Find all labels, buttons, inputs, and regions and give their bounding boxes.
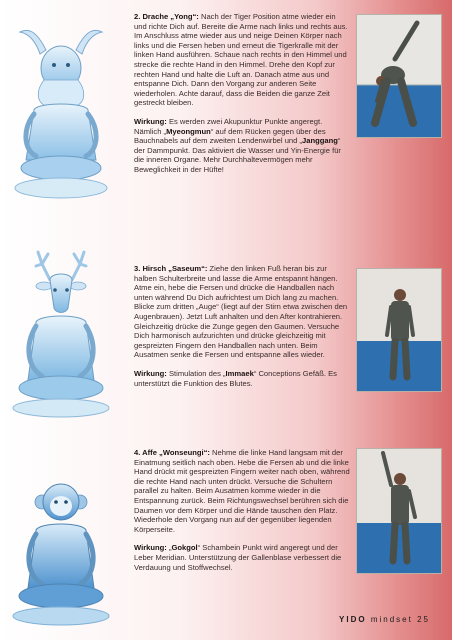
page-footer (339, 615, 430, 624)
effect-term: Myeongmun (166, 126, 211, 136)
effect-term: Janggang (302, 136, 338, 146)
deer-meditation-icon (6, 236, 116, 436)
section-heading: 4. Affe „Wonseungi“: (134, 448, 210, 457)
section-heading: 3. Hirsch „Saseum“: (134, 264, 208, 273)
section-heading: 2. Drache „Yong“: (134, 12, 199, 21)
effect-term: Immaek (225, 368, 254, 378)
page-number: 25 (417, 615, 430, 624)
effect-label: Wirkung: (134, 116, 167, 126)
effect-label: Wirkung: (134, 368, 167, 378)
section-monkey-text (134, 448, 350, 581)
monkey-pose-photo (356, 448, 442, 574)
section-dragon-text (134, 12, 350, 184)
effect-text: “ auf dem Rücken gegen über des Bauchnabels auf dem zweiten Lendenwirbel und „ (134, 126, 326, 146)
effect-text: Stimulation des „ (166, 368, 226, 378)
footer-word: mindset (370, 615, 413, 624)
dragon-meditation-icon (6, 10, 116, 210)
effect-term: Gokgol (171, 543, 198, 553)
effect-text: “ Conceptions Gefäß. Es unterstützt die Funktion des Blutes. (134, 368, 337, 388)
deer-pose-photo (356, 268, 442, 392)
section-body: Nach der Tiger Position atme wieder ein und richte Dich auf. Bereite die Arme nach links und rechts aus. Im Anschluss atme wieder aus und neige Deinen Körper nach links und die Fersen heben und erneut die Tigerkralle mit der linken Hand ausführen. Schaue nach rechts in den Himmel und strecke die rechte Hand in den Himmel. Drehe den Kopf zur rechten Hand und halte die Luft an. Danach atme aus und entspanne Dich. Dann den Vorgang zur anderen Seite wiederholen. Achte darauf, dass die Beiden die ganze Zeit gestreckt bleiben. (134, 12, 348, 108)
monkey-meditation-icon (6, 460, 116, 640)
dragon-pose-photo (356, 14, 442, 138)
section-body: Nehme die linke Hand langsam mit der Einatmung seitlich nach oben. Hebe die Fersen ab und die linke Hand drückt mit gespreizten Fingern weiter nach oben, während die rechte Hand nach unten drückt. Versuche die Schultern parallel zu halten. Beim Ausatmen komme wieder in die Entspannung zurück. Beim Richtungswechsel berühren sich die Daumen vor dem Körper und die Hände tauschen den Platz. Wiederhole den Vorgang nun auf der gegenüber liegenden Körperseite. (134, 448, 350, 534)
section-body: Ziehe den linken Fuß heran bis zur halben Schulterbreite und lasse die Arme entspannt hängen. Atme ein, hebe die Fersen und drücke die Handballen nach unten während Du Dich aufrichtest um Dich lang zu machen. Blicke zum dritten „Auge“ (liegt auf der Stirn etwa zwischen den Augenbrauen). Jetzt Luft anhalten und den After kontrahieren. Gleichzeitig drücke die Zunge gegen den Gaumen. Versuche Dich harmonisch aufzurichten und drücke gleichzeitig mit gespreizten Fingern den Handballen nach unten. Beim Ausatmen senke die Fersen und entspanne alles wieder. (134, 264, 348, 360)
effect-label: Wirkung: (134, 543, 167, 553)
effect-text: “ Schambein Punkt wird angeregt und der Leber Meridian. Unterstützung der Gallenblase verbessert die Verdauung und Stoffwechsel. (134, 543, 342, 572)
footer-brand: YIDO (339, 615, 367, 624)
section-deer-text (134, 264, 350, 397)
effect-text: „ (166, 543, 172, 553)
effect-text: Es werden zwei Akupunktur Punkte angeregt. Nämlich „ (134, 116, 323, 136)
effect-text: “ der Dammpunkt. Das aktiviert die Wasser und Yin-Energie für die inneren Organe. Mehr Durchhaltevermögen mehr Beweglichkeit in der Hüfte! (134, 136, 341, 174)
